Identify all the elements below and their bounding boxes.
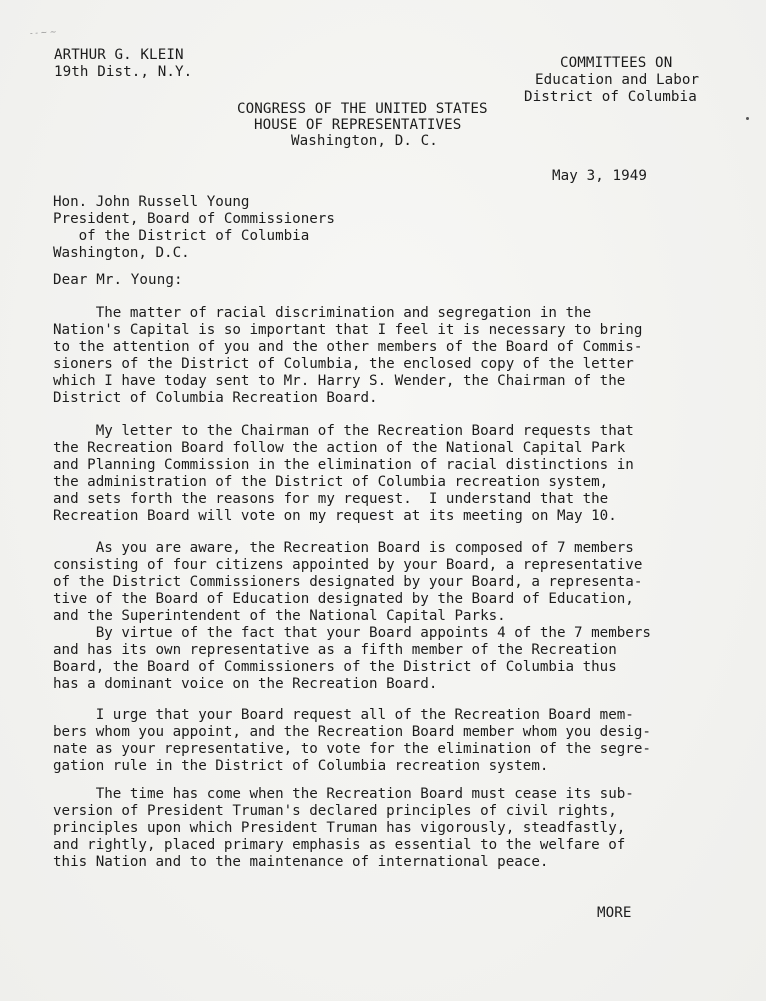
letterhead-city: Washington, D. C.	[291, 133, 438, 149]
paragraph-line: I urge that your Board request all of the Recreation Board mem-	[53, 707, 634, 723]
paragraph-line: District of Columbia Recreation Board.	[53, 390, 378, 406]
recipient-line: President, Board of Commissioners	[53, 211, 335, 227]
continuation-mark: MORE	[597, 905, 632, 921]
paragraph-line: and has its own representative as a fifth member of the Recreation	[53, 642, 617, 658]
handwritten-marginalia: - - ~ ~	[29, 27, 57, 38]
paragraph-line: tive of the Board of Education designated by the Board of Education,	[53, 591, 634, 607]
paragraph-line: consisting of four citizens appointed by your Board, a representative	[53, 557, 643, 573]
paragraph-line: has a dominant voice on the Recreation Board.	[53, 676, 438, 692]
committee-item: District of Columbia	[524, 89, 697, 105]
sender-district: 19th Dist., N.Y.	[54, 64, 193, 80]
committee-item: Education and Labor	[535, 72, 700, 88]
recipient-line: Hon. John Russell Young	[53, 194, 250, 210]
paragraph-line: version of President Truman's declared principles of civil rights,	[53, 803, 617, 819]
recipient-line: Washington, D.C.	[53, 245, 190, 261]
paragraph-line: bers whom you appoint, and the Recreation Board member whom you desig-	[53, 724, 651, 740]
paragraph-line: principles upon which President Truman has vigorously, steadfastly,	[53, 820, 626, 836]
body-paragraph	[53, 707, 651, 775]
body-paragraph	[53, 625, 651, 693]
paragraph-line: My letter to the Chairman of the Recreation Board requests that	[53, 423, 634, 439]
body-paragraph	[53, 423, 634, 525]
paragraph-line: The time has come when the Recreation Board must cease its sub-	[53, 786, 634, 802]
paragraph-line: to the attention of you and the other members of the Board of Commis-	[53, 339, 643, 355]
paragraph-line: which I have today sent to Mr. Harry S. Wender, the Chairman of the	[53, 373, 626, 389]
recipient-address	[53, 194, 335, 262]
body-paragraph	[53, 305, 642, 407]
paragraph-line: this Nation and to the maintenance of international peace.	[53, 854, 549, 870]
salutation: Dear Mr. Young:	[53, 272, 183, 288]
paragraph-line: gation rule in the District of Columbia recreation system.	[53, 758, 549, 774]
paragraph-line: Recreation Board will vote on my request at its meeting on May 10.	[53, 508, 617, 524]
paragraph-line: nate as your representative, to vote for the elimination of the segre-	[53, 741, 651, 757]
paragraph-line: and rightly, placed primary emphasis as essential to the welfare of	[53, 837, 626, 853]
body-paragraph	[53, 540, 642, 625]
paragraph-line: Nation's Capital is so important that I feel it is necessary to bring	[53, 322, 643, 338]
recipient-line: of the District of Columbia	[53, 228, 310, 244]
paragraph-line: and the Superintendent of the National Capital Parks.	[53, 608, 506, 624]
sender-name: ARTHUR G. KLEIN	[54, 47, 184, 63]
paragraph-line: The matter of racial discrimination and segregation in the	[53, 305, 592, 321]
paragraph-line: sioners of the District of Columbia, the enclosed copy of the letter	[53, 356, 634, 372]
paragraph-line: the administration of the District of Columbia recreation system,	[53, 474, 609, 490]
letter-date: May 3, 1949	[552, 168, 648, 184]
paragraph-line: Board, the Board of Commissioners of the District of Columbia thus	[53, 659, 617, 675]
paragraph-line: As you are aware, the Recreation Board is composed of 7 members	[53, 540, 634, 556]
paragraph-line: the Recreation Board follow the action of the National Capital Park	[53, 440, 626, 456]
body-paragraph	[53, 786, 634, 871]
scan-speck	[746, 117, 749, 120]
paragraph-line: of the District Commissioners designated by your Board, a representa-	[53, 574, 643, 590]
paragraph-line: By virtue of the fact that your Board appoints 4 of the 7 members	[53, 625, 651, 641]
paragraph-line: and Planning Commission in the elimination of racial distinctions in	[53, 457, 634, 473]
paragraph-line: and sets forth the reasons for my request. I understand that the	[53, 491, 609, 507]
letterhead-house: HOUSE OF REPRESENTATIVES	[254, 117, 462, 133]
letterhead-congress: CONGRESS OF THE UNITED STATES	[237, 101, 488, 117]
committees-heading: COMMITTEES ON	[560, 55, 673, 71]
